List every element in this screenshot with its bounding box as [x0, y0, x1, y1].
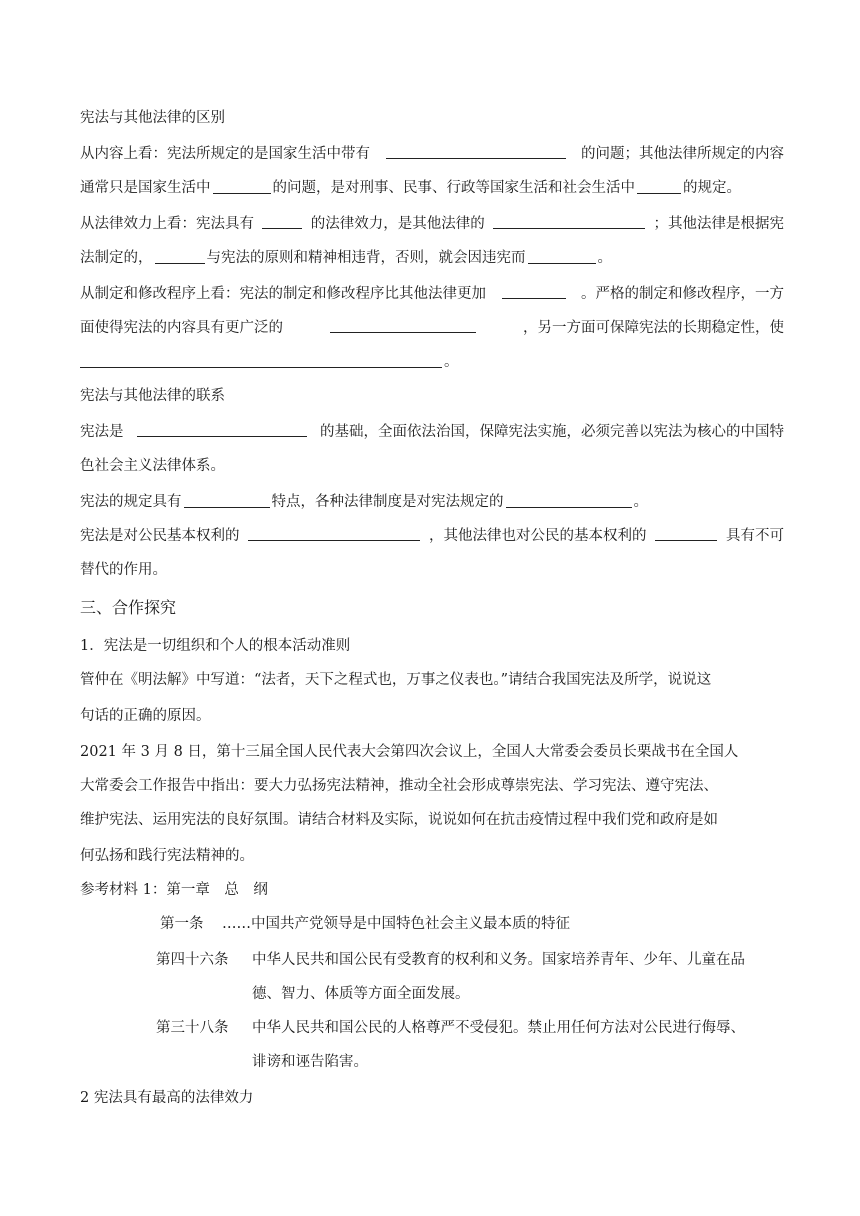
text-segment: 宪法是对公民基本权利的 — [80, 528, 240, 544]
text-segment: 具有不可 — [726, 528, 784, 544]
fill-blank[interactable] — [184, 493, 270, 508]
article-46-text-line-1: 中华人民共和国公民有受教育的权利和义务。国家培养青年、少年、儿童在品 — [252, 952, 745, 968]
text-segment: 管仲在《明法解》中写道：“法者，天下之程式也，万事之仪表也。”请结合我国宪法及所学，说说这 — [80, 672, 712, 688]
text-segment: 的基础，全面依法治国，保障宪法实施，必须完善以宪法为核心的中国特 — [320, 424, 784, 440]
fill-blank[interactable] — [386, 144, 566, 159]
text-segment: 从内容上看：宪法所规定的是国家生活中带有 — [80, 146, 370, 162]
text-segment: 的问题，是对刑事、民事、行政等国家生活和社会生活中 — [272, 180, 635, 196]
fill-blank[interactable] — [528, 249, 596, 264]
diff-procedure-line-2 — [80, 318, 784, 338]
text-segment: 的规定。 — [683, 180, 741, 196]
article-38-number: 第三十八条 — [156, 1020, 229, 1036]
text-segment: 宪法的规定具有 — [80, 494, 182, 510]
fill-blank[interactable] — [655, 526, 717, 541]
diff-procedure-line-1 — [80, 284, 784, 304]
fill-blank[interactable] — [493, 214, 645, 229]
diff-effect-line-2 — [80, 248, 612, 268]
article-38-text-line-2: 诽谤和诬告陷害。 — [252, 1054, 368, 1070]
text-segment: 的问题；其他法律所规定的内容 — [581, 146, 784, 162]
section-heading: 三、合作探究 — [80, 598, 177, 617]
article-1-text: ……中国共产党领导是中国特色社会主义最本质的特征 — [222, 916, 570, 932]
text-segment: 与宪法的原则和精神相违背，否则，就会因违宪而 — [206, 250, 526, 266]
diff-effect-line-1 — [80, 214, 784, 234]
link-p1-line-1 — [80, 422, 784, 442]
article-46-text-line-2: 德、智力、体质等方面全面发展。 — [252, 986, 470, 1002]
material-line-3: 维护宪法、运用宪法的良好氛围。请结合材料及实际，说说如何在抗击疫情过程中我们党和政府是如 — [80, 812, 718, 828]
fill-blank[interactable] — [248, 526, 420, 541]
reference-title: 参考材料 1：第一章 总 纲 — [80, 882, 268, 898]
article-46-number: 第四十六条 — [156, 952, 229, 968]
material-line-2: 大常委会工作报告中指出：要大力弘扬宪法精神，推动全社会形成尊崇宪法、学习宪法、遵守宪法、 — [80, 778, 718, 794]
text-segment: 。严格的制定和修改程序，一方 — [581, 286, 784, 302]
text-segment: 宪法是 — [80, 424, 124, 440]
text-segment: ；其他法律是根据宪 — [653, 216, 784, 232]
text-segment: 特点，各种法律制度是对宪法规定的 — [271, 494, 504, 510]
text-segment: 法制定的， — [80, 250, 153, 266]
question-1-title: 1．宪法是一切组织和个人的根本活动准则 — [80, 638, 351, 654]
fill-blank[interactable] — [502, 284, 566, 299]
text-segment: 从法律效力上看：宪法具有 — [80, 216, 254, 232]
link-p3-line-1 — [80, 526, 784, 546]
diff-content-line-1 — [80, 144, 784, 164]
text-segment: ，另一方面可保障宪法的长期稳定性，使 — [523, 320, 784, 336]
text-segment: 的法律效力，是其他法律的 — [310, 216, 485, 232]
question-1-text-line-2: 句话的正确的原因。 — [80, 708, 211, 724]
diff-content-line-2 — [80, 178, 741, 198]
text-segment: 。 — [597, 250, 612, 266]
material-line-1: 2021 年 3 月 8 日，第十三届全国人民代表大会第四次会议上，全国人大常委会委员长栗战书在全国人 — [80, 744, 739, 760]
text-segment: 。 — [633, 494, 648, 510]
text-segment: ，其他法律也对公民的基本权利的 — [429, 528, 647, 544]
text-segment: 。 — [444, 354, 459, 370]
fill-blank[interactable] — [137, 422, 307, 437]
question-1-text-line-1 — [80, 670, 784, 690]
text-segment: 从制定和修改程序上看：宪法的制定和修改程序比其他法律更加 — [80, 286, 486, 302]
link-p3-line-2: 替代的作用。 — [80, 562, 167, 578]
text-segment: 面使得宪法的内容具有更广泛的 — [80, 320, 283, 336]
article-38-text-line-1: 中华人民共和国公民的人格尊严不受侵犯。禁止用任何方法对公民进行侮辱、 — [252, 1020, 745, 1036]
fill-blank[interactable] — [637, 179, 681, 194]
material-line-4: 何弘扬和践行宪法精神的。 — [80, 848, 254, 864]
link-section-title: 宪法与其他法律的联系 — [80, 388, 225, 404]
question-2-title: 2 宪法具有最高的法律效力 — [80, 1090, 254, 1106]
fill-blank[interactable] — [262, 214, 302, 229]
fill-blank[interactable] — [330, 318, 476, 333]
link-p1-line-2: 色社会主义法律体系。 — [80, 458, 225, 474]
fill-blank[interactable] — [506, 493, 632, 508]
fill-blank[interactable] — [213, 179, 271, 194]
text-segment: 通常只是国家生活中 — [80, 180, 211, 196]
fill-blank[interactable] — [80, 353, 442, 368]
fill-blank[interactable] — [155, 249, 205, 264]
diff-procedure-line-3 — [80, 352, 459, 372]
article-1-number: 第一条 — [160, 916, 204, 932]
link-p2 — [80, 492, 648, 512]
diff-section-title: 宪法与其他法律的区别 — [80, 110, 225, 126]
